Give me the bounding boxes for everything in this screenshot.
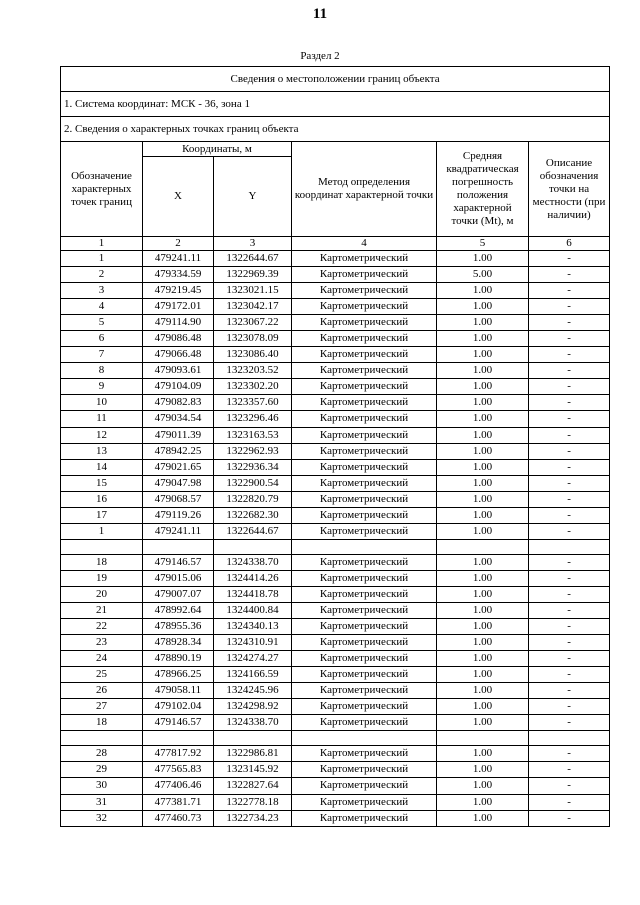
description-cell: -: [529, 667, 610, 683]
y-coordinate-cell: 1322644.67: [214, 251, 292, 267]
y-coordinate-cell: 1323145.92: [214, 762, 292, 778]
table-row: [61, 251, 610, 267]
method-cell: Картометрический: [292, 586, 437, 602]
x-coordinate-cell: 479021.65: [143, 459, 214, 475]
x-coordinate-cell: 479102.04: [143, 699, 214, 715]
point-number-cell: 1: [61, 523, 143, 539]
x-coordinate-cell: 477381.71: [143, 794, 214, 810]
y-coordinate-cell: 1322644.67: [214, 523, 292, 539]
point-number-cell: 16: [61, 491, 143, 507]
table-row: [61, 762, 610, 778]
x-coordinate-cell: 479047.98: [143, 475, 214, 491]
point-number-cell: 28: [61, 746, 143, 762]
table-row: [61, 283, 610, 299]
y-coordinate-cell: 1323163.53: [214, 427, 292, 443]
method-cell: Картометрический: [292, 683, 437, 699]
y-coordinate-cell: 1322936.34: [214, 459, 292, 475]
y-coordinate-cell: 1324274.27: [214, 651, 292, 667]
point-number-cell: 3: [61, 283, 143, 299]
x-coordinate-cell: 479172.01: [143, 299, 214, 315]
point-number-cell: 7: [61, 347, 143, 363]
header-coordinates: Координаты, м: [143, 142, 292, 157]
table-row: [61, 411, 610, 427]
method-cell: Картометрический: [292, 507, 437, 523]
point-number-cell: 9: [61, 379, 143, 395]
accuracy-cell: 1.00: [437, 427, 529, 443]
y-coordinate-cell: 1324418.78: [214, 586, 292, 602]
point-number-cell: 17: [61, 507, 143, 523]
x-coordinate-cell: 478890.19: [143, 651, 214, 667]
description-cell: -: [529, 299, 610, 315]
point-number-cell: 4: [61, 299, 143, 315]
description-cell: -: [529, 491, 610, 507]
accuracy-cell: 1.00: [437, 459, 529, 475]
point-number-cell: 6: [61, 331, 143, 347]
point-number-cell: 8: [61, 363, 143, 379]
y-coordinate-cell: 1324310.91: [214, 635, 292, 651]
method-cell: Картометрический: [292, 491, 437, 507]
table-row: [61, 699, 610, 715]
table-row: [61, 810, 610, 826]
x-coordinate-cell: 478942.25: [143, 443, 214, 459]
description-cell: -: [529, 443, 610, 459]
description-cell: -: [529, 794, 610, 810]
method-cell: Картометрический: [292, 635, 437, 651]
header-x: X: [143, 157, 214, 237]
accuracy-cell: 1.00: [437, 746, 529, 762]
accuracy-cell: 1.00: [437, 699, 529, 715]
point-number-cell: 26: [61, 683, 143, 699]
description-cell: -: [529, 459, 610, 475]
point-number-cell: 10: [61, 395, 143, 411]
point-number-cell: 31: [61, 794, 143, 810]
x-coordinate-cell: 479086.48: [143, 331, 214, 347]
table-row: [61, 475, 610, 491]
accuracy-cell: 1.00: [437, 762, 529, 778]
description-cell: -: [529, 315, 610, 331]
column-number: 2: [143, 237, 214, 251]
table-row: [61, 347, 610, 363]
description-cell: -: [529, 699, 610, 715]
point-number-cell: 21: [61, 602, 143, 618]
description-cell: -: [529, 363, 610, 379]
y-coordinate-cell: 1323067.22: [214, 315, 292, 331]
method-cell: Картометрический: [292, 602, 437, 618]
accuracy-cell: 1.00: [437, 395, 529, 411]
table-row: [61, 586, 610, 602]
x-coordinate-cell: 479068.57: [143, 491, 214, 507]
table-row: [61, 570, 610, 586]
y-coordinate-cell: 1324400.84: [214, 602, 292, 618]
accuracy-cell: 1.00: [437, 475, 529, 491]
table-row: [61, 363, 610, 379]
table-row: [61, 667, 610, 683]
accuracy-cell: 1.00: [437, 363, 529, 379]
method-cell: Картометрический: [292, 363, 437, 379]
point-number-cell: 13: [61, 443, 143, 459]
accuracy-cell: 1.00: [437, 347, 529, 363]
point-number-cell: 15: [61, 475, 143, 491]
y-coordinate-cell: 1322969.39: [214, 267, 292, 283]
y-coordinate-cell: 1324166.59: [214, 667, 292, 683]
method-cell: Картометрический: [292, 459, 437, 475]
coordinate-system: 1. Система координат: МСК - 36, зона 1: [61, 92, 610, 117]
x-coordinate-cell: 477406.46: [143, 778, 214, 794]
point-number-cell: 24: [61, 651, 143, 667]
y-coordinate-cell: 1323078.09: [214, 331, 292, 347]
y-coordinate-cell: 1322827.64: [214, 778, 292, 794]
accuracy-cell: 1.00: [437, 778, 529, 794]
table-row: [61, 443, 610, 459]
table-row: [61, 523, 610, 539]
method-cell: Картометрический: [292, 299, 437, 315]
accuracy-cell: 1.00: [437, 283, 529, 299]
y-coordinate-cell: 1323086.40: [214, 347, 292, 363]
y-coordinate-cell: 1322682.30: [214, 507, 292, 523]
accuracy-cell: 1.00: [437, 715, 529, 731]
method-cell: Картометрический: [292, 667, 437, 683]
x-coordinate-cell: 479066.48: [143, 347, 214, 363]
y-coordinate-cell: 1324245.96: [214, 683, 292, 699]
description-cell: -: [529, 602, 610, 618]
empty-cell: [143, 539, 214, 554]
description-cell: -: [529, 411, 610, 427]
table-row: [61, 331, 610, 347]
accuracy-cell: 1.00: [437, 443, 529, 459]
x-coordinate-cell: 479146.57: [143, 715, 214, 731]
empty-cell: [292, 731, 437, 746]
method-cell: Картометрический: [292, 715, 437, 731]
table-row: [61, 619, 610, 635]
y-coordinate-cell: 1322734.23: [214, 810, 292, 826]
accuracy-cell: 1.00: [437, 570, 529, 586]
table-row: [61, 602, 610, 618]
description-cell: -: [529, 507, 610, 523]
accuracy-cell: 1.00: [437, 651, 529, 667]
table-row: [61, 778, 610, 794]
method-cell: Картометрический: [292, 554, 437, 570]
accuracy-cell: 1.00: [437, 299, 529, 315]
method-cell: Картометрический: [292, 267, 437, 283]
x-coordinate-cell: 479241.11: [143, 251, 214, 267]
description-cell: -: [529, 810, 610, 826]
accuracy-cell: 1.00: [437, 523, 529, 539]
x-coordinate-cell: 478955.36: [143, 619, 214, 635]
point-number-cell: 32: [61, 810, 143, 826]
table-row: [61, 459, 610, 475]
point-number-cell: 19: [61, 570, 143, 586]
accuracy-cell: 1.00: [437, 810, 529, 826]
empty-cell: [61, 539, 143, 554]
description-cell: -: [529, 283, 610, 299]
method-cell: Картометрический: [292, 523, 437, 539]
column-number: 4: [292, 237, 437, 251]
accuracy-cell: 1.00: [437, 667, 529, 683]
header-accuracy: Средняя квадратическая погрешность положения характерной точки (Mt), м: [437, 142, 529, 237]
y-coordinate-cell: 1322778.18: [214, 794, 292, 810]
boundary-points-table: [60, 66, 610, 827]
description-cell: -: [529, 427, 610, 443]
accuracy-cell: 1.00: [437, 379, 529, 395]
description-cell: -: [529, 715, 610, 731]
group-separator-row: [61, 539, 610, 554]
header-y: Y: [214, 157, 292, 237]
description-cell: -: [529, 635, 610, 651]
y-coordinate-cell: 1324414.26: [214, 570, 292, 586]
description-cell: -: [529, 570, 610, 586]
point-number-cell: 11: [61, 411, 143, 427]
header-method: Метод определения координат характерной точки: [292, 142, 437, 237]
table-row: [61, 315, 610, 331]
y-coordinate-cell: 1323203.52: [214, 363, 292, 379]
x-coordinate-cell: 479119.26: [143, 507, 214, 523]
table-row: [61, 715, 610, 731]
method-cell: Картометрический: [292, 699, 437, 715]
accuracy-cell: 5.00: [437, 267, 529, 283]
method-cell: Картометрический: [292, 475, 437, 491]
method-cell: Картометрический: [292, 778, 437, 794]
method-cell: Картометрический: [292, 570, 437, 586]
description-cell: -: [529, 651, 610, 667]
column-number: 6: [529, 237, 610, 251]
accuracy-cell: 1.00: [437, 331, 529, 347]
method-cell: Картометрический: [292, 251, 437, 267]
page-number: 11: [312, 6, 328, 22]
description-cell: -: [529, 523, 610, 539]
point-number-cell: 20: [61, 586, 143, 602]
accuracy-cell: 1.00: [437, 411, 529, 427]
y-coordinate-cell: 1322962.93: [214, 443, 292, 459]
x-coordinate-cell: 479034.54: [143, 411, 214, 427]
method-cell: Картометрический: [292, 651, 437, 667]
column-number: 1: [61, 237, 143, 251]
description-cell: -: [529, 586, 610, 602]
point-number-cell: 30: [61, 778, 143, 794]
column-number: 3: [214, 237, 292, 251]
accuracy-cell: 1.00: [437, 554, 529, 570]
accuracy-cell: 1.00: [437, 491, 529, 507]
header-point-designation: Обозначение характерных точек границ: [61, 142, 143, 237]
table-row: [61, 491, 610, 507]
point-number-cell: 1: [61, 251, 143, 267]
accuracy-cell: 1.00: [437, 586, 529, 602]
description-cell: -: [529, 395, 610, 411]
section-label: Раздел 2: [300, 50, 340, 62]
x-coordinate-cell: 479104.09: [143, 379, 214, 395]
description-cell: -: [529, 331, 610, 347]
table-row: [61, 395, 610, 411]
x-coordinate-cell: 479114.90: [143, 315, 214, 331]
x-coordinate-cell: 479015.06: [143, 570, 214, 586]
accuracy-cell: 1.00: [437, 635, 529, 651]
x-coordinate-cell: 478992.64: [143, 602, 214, 618]
x-coordinate-cell: 479146.57: [143, 554, 214, 570]
accuracy-cell: 1.00: [437, 315, 529, 331]
table-row: [61, 507, 610, 523]
accuracy-cell: 1.00: [437, 507, 529, 523]
point-number-cell: 25: [61, 667, 143, 683]
group-separator-row: [61, 731, 610, 746]
table-row: [61, 299, 610, 315]
method-cell: Картометрический: [292, 619, 437, 635]
description-cell: -: [529, 619, 610, 635]
empty-cell: [437, 539, 529, 554]
description-cell: -: [529, 778, 610, 794]
y-coordinate-cell: 1324338.70: [214, 715, 292, 731]
column-numbers-row: [61, 237, 610, 251]
empty-cell: [214, 539, 292, 554]
accuracy-cell: 1.00: [437, 602, 529, 618]
x-coordinate-cell: 479241.11: [143, 523, 214, 539]
method-cell: Картометрический: [292, 283, 437, 299]
method-cell: Картометрический: [292, 427, 437, 443]
x-coordinate-cell: 477460.73: [143, 810, 214, 826]
empty-cell: [143, 731, 214, 746]
y-coordinate-cell: 1323296.46: [214, 411, 292, 427]
point-number-cell: 23: [61, 635, 143, 651]
y-coordinate-cell: 1324340.13: [214, 619, 292, 635]
y-coordinate-cell: 1324298.92: [214, 699, 292, 715]
x-coordinate-cell: 477817.92: [143, 746, 214, 762]
point-number-cell: 2: [61, 267, 143, 283]
description-cell: -: [529, 251, 610, 267]
y-coordinate-cell: 1323357.60: [214, 395, 292, 411]
y-coordinate-cell: 1324338.70: [214, 554, 292, 570]
description-cell: -: [529, 475, 610, 491]
method-cell: Картометрический: [292, 762, 437, 778]
table-row: [61, 427, 610, 443]
point-number-cell: 14: [61, 459, 143, 475]
description-cell: -: [529, 762, 610, 778]
description-cell: -: [529, 379, 610, 395]
accuracy-cell: 1.00: [437, 251, 529, 267]
method-cell: Картометрический: [292, 746, 437, 762]
y-coordinate-cell: 1322986.81: [214, 746, 292, 762]
y-coordinate-cell: 1323302.20: [214, 379, 292, 395]
x-coordinate-cell: 479219.45: [143, 283, 214, 299]
method-cell: Картометрический: [292, 379, 437, 395]
method-cell: Картометрический: [292, 331, 437, 347]
method-cell: Картометрический: [292, 794, 437, 810]
accuracy-cell: 1.00: [437, 619, 529, 635]
method-cell: Картометрический: [292, 395, 437, 411]
point-number-cell: 5: [61, 315, 143, 331]
description-cell: -: [529, 746, 610, 762]
table-row: [61, 746, 610, 762]
point-number-cell: 27: [61, 699, 143, 715]
x-coordinate-cell: 478928.34: [143, 635, 214, 651]
x-coordinate-cell: 479011.39: [143, 427, 214, 443]
column-number: 5: [437, 237, 529, 251]
x-coordinate-cell: 479058.11: [143, 683, 214, 699]
table-row: [61, 379, 610, 395]
x-coordinate-cell: 478966.25: [143, 667, 214, 683]
y-coordinate-cell: 1323042.17: [214, 299, 292, 315]
table-row: [61, 635, 610, 651]
empty-cell: [292, 539, 437, 554]
table-row: [61, 651, 610, 667]
point-number-cell: 12: [61, 427, 143, 443]
x-coordinate-cell: 479334.59: [143, 267, 214, 283]
description-cell: -: [529, 683, 610, 699]
points-heading: 2. Сведения о характерных точках границ объекта: [61, 117, 610, 142]
table-row: [61, 683, 610, 699]
y-coordinate-cell: 1322820.79: [214, 491, 292, 507]
empty-cell: [61, 731, 143, 746]
table-row: [61, 794, 610, 810]
description-cell: -: [529, 347, 610, 363]
accuracy-cell: 1.00: [437, 683, 529, 699]
empty-cell: [214, 731, 292, 746]
y-coordinate-cell: 1322900.54: [214, 475, 292, 491]
empty-cell: [437, 731, 529, 746]
description-cell: -: [529, 554, 610, 570]
x-coordinate-cell: 479082.83: [143, 395, 214, 411]
description-cell: -: [529, 267, 610, 283]
y-coordinate-cell: 1323021.15: [214, 283, 292, 299]
empty-cell: [529, 539, 610, 554]
x-coordinate-cell: 479007.07: [143, 586, 214, 602]
point-number-cell: 22: [61, 619, 143, 635]
point-number-cell: 18: [61, 554, 143, 570]
header-description: Описание обозначения точки на местности (при наличии): [529, 142, 610, 237]
method-cell: Картометрический: [292, 411, 437, 427]
table-title: Сведения о местоположении границ объекта: [61, 67, 610, 92]
method-cell: Картометрический: [292, 347, 437, 363]
x-coordinate-cell: 477565.83: [143, 762, 214, 778]
point-number-cell: 29: [61, 762, 143, 778]
accuracy-cell: 1.00: [437, 794, 529, 810]
method-cell: Картометрический: [292, 315, 437, 331]
x-coordinate-cell: 479093.61: [143, 363, 214, 379]
table-row: [61, 554, 610, 570]
method-cell: Картометрический: [292, 443, 437, 459]
table-row: [61, 267, 610, 283]
empty-cell: [529, 731, 610, 746]
method-cell: Картометрический: [292, 810, 437, 826]
point-number-cell: 18: [61, 715, 143, 731]
